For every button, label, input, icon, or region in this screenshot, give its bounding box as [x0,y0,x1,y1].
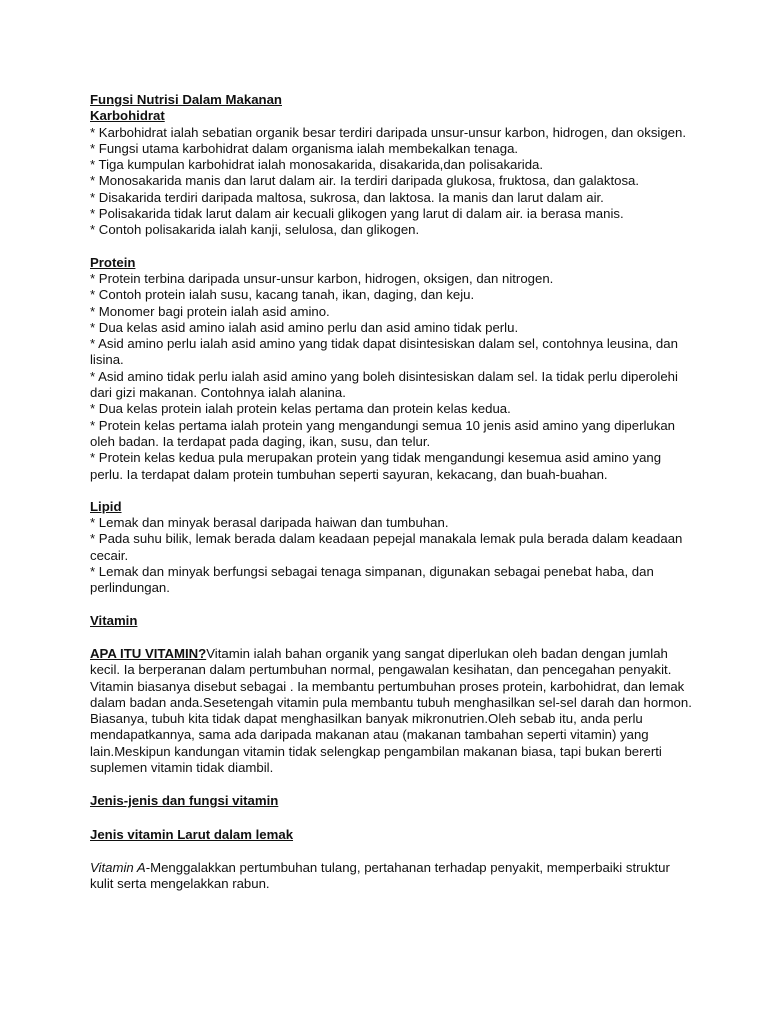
section-heading-jenis: Jenis-jenis dan fungsi vitamin [90,793,279,809]
vitamin-lead: APA ITU VITAMIN? [90,645,207,661]
list-item: * Protein kelas pertama ialah protein yang mengandungi semua 10 jenis asid amino yang diperlukan oleh badan. Ia terdapat pada daging, ikan, susu, dan telur. [90,417,676,449]
vitamin-a-paragraph [90,860,695,893]
list-item: * Dua kelas protein ialah protein kelas pertama dan protein kelas kedua. [90,401,511,417]
list-item: * Monomer bagi protein ialah asid amino. [90,303,330,319]
document-body [90,92,695,892]
section-heading-vitamin: Vitamin [90,612,138,628]
vitamin-a-name: Vitamin A [90,859,146,875]
vitamin-paragraph-text: Vitamin ialah bahan organik yang sangat diperlukan oleh badan dengan jumlah kecil. Ia berperanan dalam pertumbuhan normal, pengawalan kesihatan, dan pencegahan penyakit. Vitamin biasanya disebut sebagai . Ia membantu pertumbuhan proses protein, karbohidrat, dan lemak dalam badan anda.Sesetengah vitamin pula membantu tubuh menghasilkan sel-sel darah dan hormon. Biasanya, tubuh kita tidak dapat menghasilkan banyak mikronutrien.Oleh sebab itu, anda perlu mendapatkannya, sama ada daripada makanan atau (makanan tambahan seperti vitamin) yang lain.Meskipun kandungan vitamin tidak selengkap pengambilan makanan biasa, tapi bukan bererti suplemen vitamin tidak diambil. [90,645,692,775]
vitamin-paragraph [90,646,695,776]
list-item: * Protein terbina daripada unsur-unsur karbon, hidrogen, oksigen, dan nitrogen. [90,270,554,286]
list-item: * Lemak dan minyak berasal daripada haiwan dan tumbuhan. [90,515,449,531]
vitamin-a-text: -Menggalakkan pertumbuhan tulang, pertahanan terhadap penyakit, memperbaiki struktur kulit serta mengelakkan rabun. [90,859,670,892]
list-item: * Disakarida terdiri daripada maltosa, sukrosa, dan laktosa. Ia manis dan larut dalam air. [90,189,604,205]
list-item: * Contoh protein ialah susu, kacang tanah, ikan, daging, dan keju. [90,287,475,303]
list-item: * Tiga kumpulan karbohidrat ialah monosakarida, disakarida,dan polisakarida. [90,157,544,173]
section-heading-lipid: Lipid [90,498,122,514]
list-item: * Monosakarida manis dan larut dalam air. Ia terdiri daripada glukosa, fruktosa, dan galaktosa. [90,173,640,189]
list-item: * Lemak dan minyak berfungsi sebagai tenaga simpanan, digunakan sebagai penebat haba, dan perlindungan. [90,564,654,596]
list-item: * Karbohidrat ialah sebatian organik besar terdiri daripada unsur-unsur karbon, hidrogen, dan oksigen. [90,124,687,140]
list-item: * Contoh polisakarida ialah kanji, selulosa, dan glikogen. [90,222,420,238]
document-title: Fungsi Nutrisi Dalam Makanan [90,92,282,107]
list-item: * Fungsi utama karbohidrat dalam organisma ialah membekalkan tenaga. [90,140,519,156]
list-item: * Polisakarida tidak larut dalam air kecuali glikogen yang larut di dalam air. ia berasa manis. [90,206,624,222]
list-item: * Asid amino perlu ialah asid amino yang tidak dapat disintesiskan dalam sel, contohnya leusina, dan lisina. [90,336,678,368]
section-heading-protein: Protein [90,254,136,270]
subheading-larut-lemak: Jenis vitamin Larut dalam lemak [90,826,294,842]
section-heading-karbohidrat: Karbohidrat [90,108,165,124]
list-item: * Asid amino tidak perlu ialah asid amino yang boleh disintesiskan dalam sel. Ia tidak perlu diperolehi dari gizi makanan. Contohnya ialah alanina. [90,368,678,401]
list-item: * Dua kelas asid amino ialah asid amino perlu dan asid amino tidak perlu. [90,319,519,335]
list-item: * Protein kelas kedua pula merupakan protein yang tidak mengandungi kesemua asid amino yang perlu. Ia terdapat dalam protein tumbuhan seperti sayuran, kekacang, dan buah-buahan. [90,450,662,482]
list-item: * Pada suhu bilik, lemak berada dalam keadaan pepejal manakala lemak pula berada dalam keadaan cecair. [90,531,683,563]
